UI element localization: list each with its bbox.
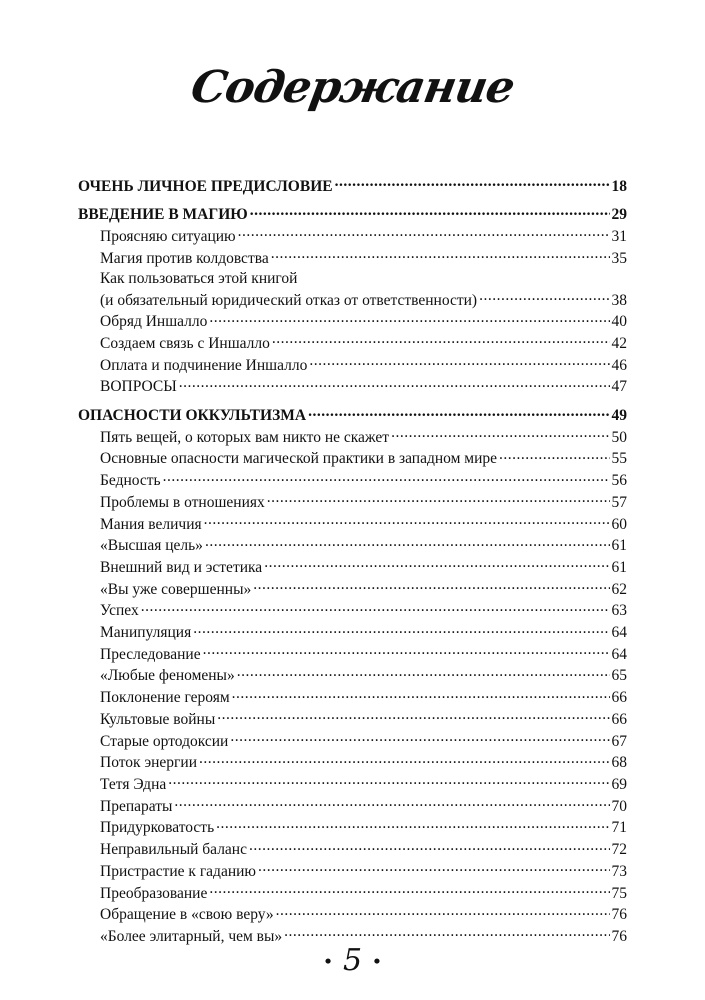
toc-page-number: 61	[611, 537, 627, 555]
toc-entry[interactable]	[78, 376, 627, 398]
toc-entry[interactable]	[78, 535, 627, 557]
leader-dots	[174, 795, 609, 811]
table-of-contents	[78, 175, 627, 947]
toc-page-number: 38	[611, 291, 627, 309]
toc-entry-title: Неправильный баланс	[100, 841, 247, 859]
toc-entry-title: Пять вещей, о которых вам никто не скажет	[100, 428, 390, 446]
toc-page-number: 64	[611, 624, 627, 642]
toc-entry[interactable]	[78, 773, 627, 795]
toc-entry[interactable]	[78, 426, 627, 448]
page-number: 5	[342, 943, 363, 978]
toc-page-number: 61	[611, 558, 627, 576]
toc-entry[interactable]	[78, 513, 627, 535]
toc-page-number: 71	[611, 819, 627, 837]
toc-entry-title: Оплата и подчинение Иншалло	[100, 356, 308, 374]
leader-dots	[272, 332, 610, 348]
leader-dots	[237, 665, 610, 681]
page-title: Содержание	[187, 62, 518, 113]
toc-entry-title: Обряд Иншалло	[100, 313, 208, 331]
leader-dots	[204, 513, 610, 529]
toc-entry[interactable]	[78, 795, 627, 817]
leader-dots	[199, 752, 610, 768]
footer-bullet: •	[322, 951, 334, 973]
toc-page-number: 76	[611, 906, 627, 924]
leader-dots	[276, 904, 610, 920]
toc-page-number: 47	[611, 378, 627, 396]
toc-page-number: 67	[611, 732, 627, 750]
toc-entry-title: Старые ортодоксии	[100, 732, 229, 750]
leader-dots	[168, 773, 609, 789]
toc-page-number: 63	[611, 602, 627, 620]
toc-page-number: 57	[611, 493, 627, 511]
toc-entry-title: Успех	[100, 602, 139, 620]
toc-page-number: 65	[611, 667, 627, 685]
toc-section-title: ОПАСНОСТИ ОККУЛЬТИЗМА	[78, 407, 307, 425]
leader-dots	[309, 354, 609, 370]
toc-page-number: 66	[611, 689, 627, 707]
leader-dots	[205, 535, 610, 551]
toc-entry[interactable]	[78, 622, 627, 644]
toc-entry-title: «Высшая цель»	[100, 537, 203, 555]
toc-entry-title: Внешний вид и эстетика	[100, 558, 263, 576]
toc-page-number: 56	[611, 472, 627, 490]
toc-entry-title: Бедность	[100, 472, 161, 490]
toc-entry-title: Культовые войны	[100, 710, 216, 728]
toc-entry-title: Создаем связь с Иншалло	[100, 334, 270, 352]
toc-entry[interactable]	[78, 904, 627, 926]
toc-entry[interactable]	[78, 752, 627, 774]
toc-entry[interactable]	[78, 578, 627, 600]
toc-entry[interactable]	[78, 687, 627, 709]
toc-entry[interactable]	[78, 882, 627, 904]
toc-page-number: 29	[611, 206, 627, 224]
leader-dots	[258, 860, 610, 876]
toc-entry[interactable]	[78, 448, 627, 470]
toc-entry[interactable]	[78, 708, 627, 730]
toc-entry-title: Тетя Эдна	[100, 775, 167, 793]
toc-entry[interactable]	[78, 470, 627, 492]
toc-section-title: ВВЕДЕНИЕ В МАГИЮ	[78, 206, 248, 224]
toc-page-number: 73	[611, 862, 627, 880]
leader-dots	[230, 730, 609, 746]
footer-bullet: •	[371, 951, 383, 973]
toc-page-number: 18	[611, 177, 627, 195]
toc-entry-title: «Вы уже совершенны»	[100, 580, 252, 598]
leader-dots	[335, 175, 610, 191]
toc-entry[interactable]	[78, 225, 627, 247]
leader-dots	[264, 556, 609, 572]
leader-dots	[308, 405, 609, 421]
toc-entry-title: Обращение в «свою веру»	[100, 906, 274, 924]
toc-page-number: 31	[611, 227, 627, 245]
toc-entry-title: Основные опасности магической практики в западном мире	[100, 450, 498, 468]
toc-entry-title: «Более элитарный, чем вы»	[100, 927, 283, 945]
toc-entry[interactable]	[78, 269, 627, 289]
toc-page-number: 69	[611, 775, 627, 793]
toc-entry[interactable]	[78, 247, 627, 269]
leader-dots	[249, 839, 610, 855]
leader-dots	[250, 204, 610, 220]
toc-page-number: 62	[611, 580, 627, 598]
toc-page-number: 42	[611, 334, 627, 352]
toc-entry[interactable]	[78, 600, 627, 622]
leader-dots	[163, 470, 610, 486]
toc-entry[interactable]	[78, 643, 627, 665]
toc-section-title: ОЧЕНЬ ЛИЧНОЕ ПРЕДИСЛОВИЕ	[78, 177, 333, 195]
toc-page-number: 70	[611, 797, 627, 815]
toc-entry-title: Поклонение героям	[100, 689, 230, 707]
leader-dots	[284, 925, 609, 941]
leader-dots	[193, 622, 609, 638]
toc-page-number: 68	[611, 754, 627, 772]
toc-entry-title: Проясняю ситуацию	[100, 227, 236, 245]
toc-entry-title: (и обязательный юридический отказ от ответственности)	[100, 291, 478, 309]
leader-dots	[479, 289, 609, 305]
toc-entry-title: Магия против колдовства	[100, 249, 269, 267]
toc-entry-title: «Любые феномены»	[100, 667, 235, 685]
toc-entry-title: Пристрастие к гаданию	[100, 862, 256, 880]
toc-entry-title: Придурковатость	[100, 819, 215, 837]
leader-dots	[217, 708, 609, 724]
toc-page-number: 55	[611, 450, 627, 468]
leader-dots	[216, 817, 609, 833]
toc-page-number: 35	[611, 249, 627, 267]
toc-page-number: 66	[611, 710, 627, 728]
leader-dots	[271, 247, 610, 263]
toc-page-number: 60	[611, 515, 627, 533]
leader-dots	[203, 643, 610, 659]
toc-entry[interactable]	[78, 860, 627, 882]
leader-dots	[253, 578, 609, 594]
toc-entry-title: Преследование	[100, 645, 201, 663]
leader-dots	[238, 225, 610, 241]
toc-page-number: 75	[611, 884, 627, 902]
toc-entry-title: Мания величия	[100, 515, 202, 533]
toc-section-intro[interactable]	[78, 204, 627, 226]
toc-page-number: 76	[611, 927, 627, 945]
toc-entry[interactable]	[78, 839, 627, 861]
leader-dots	[391, 426, 609, 442]
toc-entry[interactable]	[78, 332, 627, 354]
toc-entry-title: Преобразование	[100, 884, 208, 902]
leader-dots	[267, 491, 610, 507]
toc-entry-title: Поток энергии	[100, 754, 197, 772]
toc-entry-title: Как пользоваться этой книгой	[100, 269, 298, 287]
toc-page-number: 49	[611, 407, 627, 425]
leader-dots	[209, 882, 609, 898]
toc-page-number: 72	[611, 841, 627, 859]
toc-entry-title: Манипуляция	[100, 624, 192, 642]
toc-entry[interactable]	[78, 665, 627, 687]
page-footer	[0, 943, 705, 978]
toc-entry[interactable]	[78, 491, 627, 513]
leader-dots	[209, 311, 609, 327]
toc-entry[interactable]	[78, 556, 627, 578]
leader-dots	[232, 687, 610, 703]
toc-entry[interactable]	[78, 817, 627, 839]
toc-page-number: 64	[611, 645, 627, 663]
toc-entry[interactable]	[78, 311, 627, 333]
leader-dots	[179, 376, 610, 392]
toc-entry[interactable]	[78, 730, 627, 752]
toc-entry-title: Проблемы в отношениях	[100, 493, 265, 511]
leader-dots	[141, 600, 610, 616]
toc-page-number: 46	[611, 356, 627, 374]
toc-section-dangers[interactable]	[78, 405, 627, 427]
toc-entry-title: Препараты	[100, 797, 173, 815]
toc-entry-title: ВОПРОСЫ	[100, 378, 177, 396]
toc-page-number: 50	[611, 428, 627, 446]
leader-dots	[499, 448, 609, 464]
toc-entry[interactable]	[78, 354, 627, 376]
toc-page-number: 40	[611, 313, 627, 331]
toc-section-preface[interactable]	[78, 175, 627, 197]
toc-entry[interactable]	[78, 289, 627, 311]
